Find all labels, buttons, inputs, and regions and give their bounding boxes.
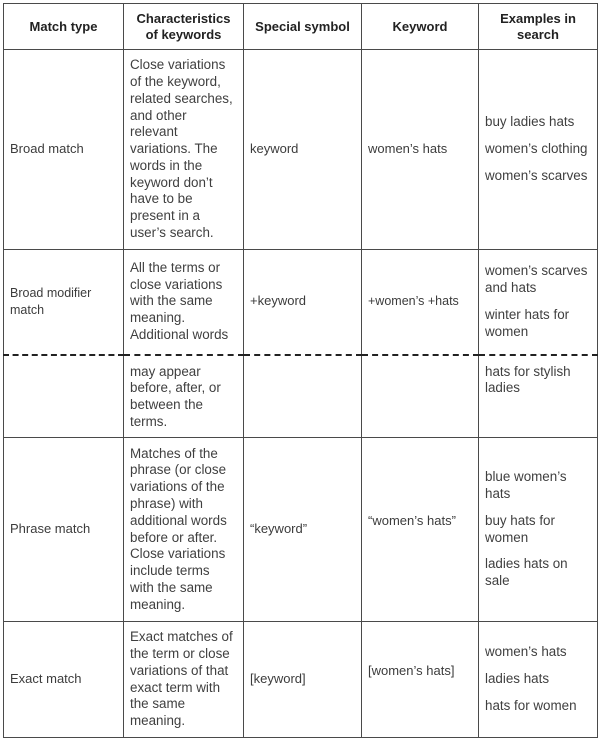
example-item: ladies hats xyxy=(485,671,550,687)
keyword-cell: women’s hats xyxy=(362,50,479,250)
example-item: winter hats for women xyxy=(485,306,570,339)
keyword-cell: +women’s +hats xyxy=(362,250,479,355)
symbol-cell: “keyword” xyxy=(244,438,362,622)
header-examples: Examples in search xyxy=(479,4,598,50)
table-row xyxy=(4,438,598,622)
examples-cell xyxy=(479,622,598,738)
example-item: women’s clothing xyxy=(485,141,588,157)
example-item: women’s hats xyxy=(485,644,567,660)
table-row xyxy=(4,250,598,355)
symbol-cell xyxy=(244,355,362,438)
examples-cell xyxy=(479,355,598,438)
header-row xyxy=(4,4,598,50)
match-type-cell: Exact match xyxy=(4,622,124,738)
header-match-type: Match type xyxy=(4,4,124,50)
match-type-cell xyxy=(4,355,124,438)
characteristics-cell: may appear before, after, or between the terms. xyxy=(124,355,244,438)
example-item: ladies hats on sale xyxy=(485,556,568,589)
example-item: buy ladies hats xyxy=(485,114,575,130)
table-row xyxy=(4,355,598,438)
example-item: hats for women xyxy=(485,697,577,713)
example-item: women’s scarves xyxy=(485,167,588,183)
header-keyword: Keyword xyxy=(362,4,479,50)
keyword-cell: [women’s hats] xyxy=(362,622,479,738)
symbol-cell: +keyword xyxy=(244,250,362,355)
symbol-cell: [keyword] xyxy=(244,622,362,738)
keyword-cell: “women’s hats” xyxy=(362,438,479,622)
header-characteristics: Characteristics of keywords xyxy=(124,4,244,50)
characteristics-cell: All the terms or close variations with the same meaning. Additional words xyxy=(124,250,244,355)
example-item: women’s scarves and hats xyxy=(485,263,588,295)
example-item: hats for stylish ladies xyxy=(485,363,571,396)
examples-cell xyxy=(479,250,598,355)
table-row xyxy=(4,50,598,250)
match-type-cell: Broad modifier match xyxy=(4,250,124,355)
characteristics-cell: Close variations of the keyword, related searches, and other relevant variations. The words in the keyword don’t have to be present in a user’s search. xyxy=(124,50,244,250)
examples-cell xyxy=(479,50,598,250)
example-item: buy hats for women xyxy=(485,512,555,545)
symbol-cell: keyword xyxy=(244,50,362,250)
table-row xyxy=(4,622,598,738)
match-type-cell: Broad match xyxy=(4,50,124,250)
header-special-symbol: Special symbol xyxy=(244,4,362,50)
keyword-cell xyxy=(362,355,479,438)
examples-cell xyxy=(479,438,598,622)
characteristics-cell: Exact matches of the term or close variations of that exact term with the same meaning. xyxy=(124,622,244,738)
characteristics-cell: Matches of the phrase (or close variations of the phrase) with additional words before or after. Close variations include terms with the same meaning. xyxy=(124,438,244,622)
match-types-table xyxy=(3,3,598,738)
example-item: blue women’s hats xyxy=(485,469,567,501)
match-type-cell: Phrase match xyxy=(4,438,124,622)
